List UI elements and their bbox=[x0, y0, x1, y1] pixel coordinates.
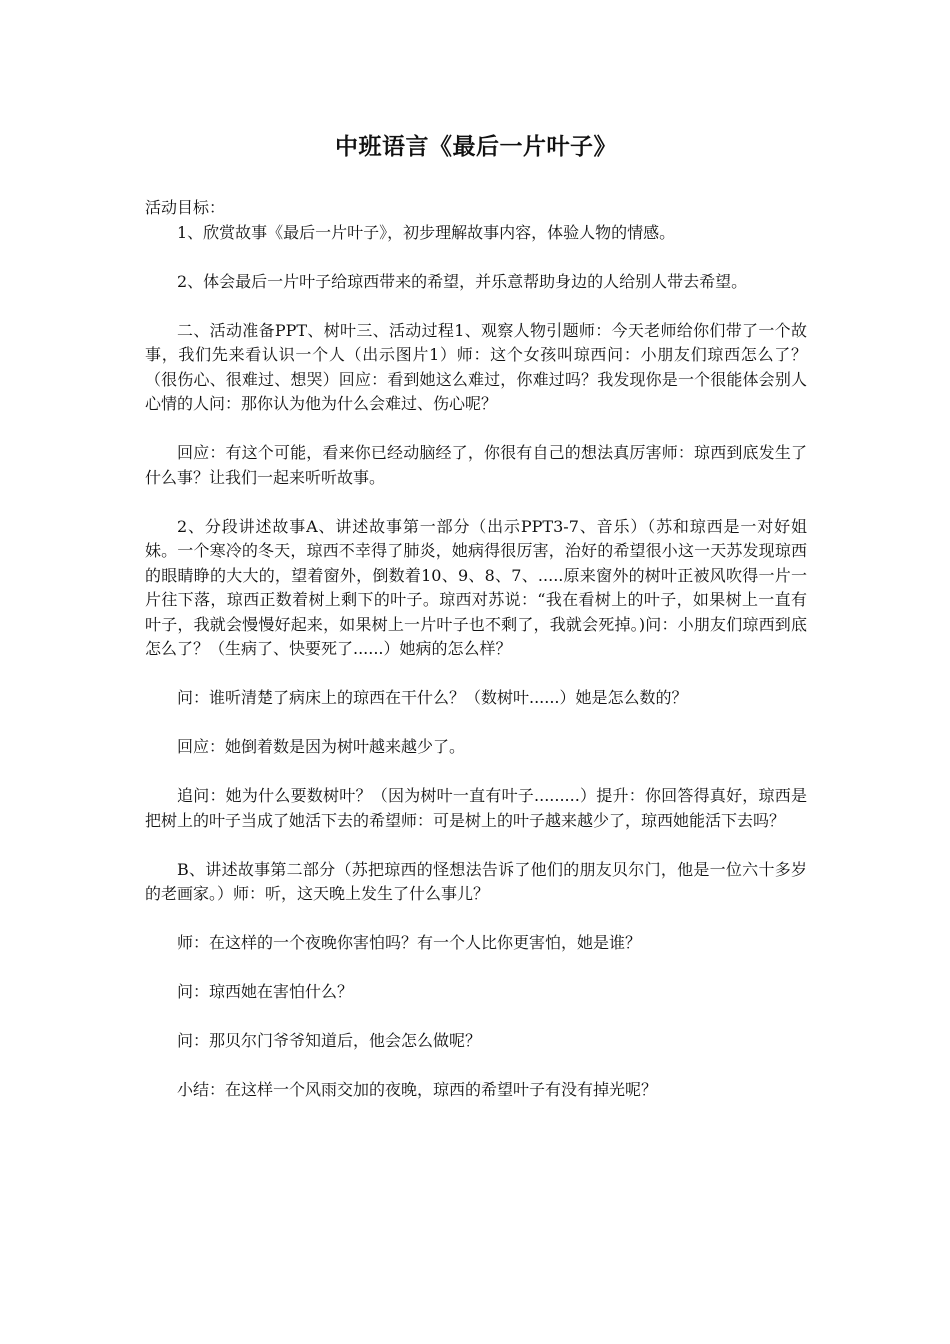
paragraph: B、讲述故事第二部分（苏把琼西的怪想法告诉了他们的朋友贝尔门，他是一位六十多岁的老画家。）师：听，这天晚上发生了什么事儿？ bbox=[145, 859, 807, 903]
paragraph: 问：那贝尔门爷爷知道后，他会怎么做呢？ bbox=[177, 1031, 482, 1050]
paragraph: 2、体会最后一片叶子给琼西带来的希望，并乐意帮助身边的人给别人带去希望。 bbox=[177, 271, 748, 291]
paragraph: 二、活动准备PPT、树叶三、活动过程1、观察人物引题师：今天老师给你们带了一个故事，我们先来看认识一个人（出示图片1）师：这个女孩叫琼西问：小朋友们琼西怎么了？（很伤心、很难过、想哭）回应：看到她这么难过，你难过吗？我发现你是一个很能体会别人心情的人问：那你认为他为什么会难过、伤心呢？ bbox=[145, 320, 807, 413]
document-page bbox=[145, 130, 807, 1127]
document-title: 中班语言《最后一片叶子》 bbox=[335, 134, 617, 160]
paragraph: 2、分段讲述故事A、讲述故事第一部分（出示PPT3-7、音乐）（苏和琼西是一对好姐妹。一个寒冷的冬天，琼西不幸得了肺炎，她病得很厉害，治好的希望很小这一天苏发现琼西的眼睛睁的大大的，望着窗外，倒数着10、9、8、7、.....原来窗外的树叶正被风吹得一片一片往下落，琼西正数着树上剩下的叶子。琼西对苏说：“我在看树上的叶子，如果树上一直有叶子，我就会慢慢好起来，如果树上一片叶子也不剩了，我就会死掉。)问：小朋友们琼西到底怎么了？（生病了、快要死了......）她病的怎么样？ bbox=[145, 516, 807, 658]
paragraph: 师：在这样的一个夜晚你害怕吗？有一个人比你更害怕，她是谁？ bbox=[177, 933, 642, 952]
paragraph: 问：谁听清楚了病床上的琼西在干什么？（数树叶......）她是怎么数的？ bbox=[177, 688, 688, 707]
paragraph: 小结：在这样一个风雨交加的夜晚，琼西的希望叶子有没有掉光呢？ bbox=[177, 1080, 658, 1099]
paragraph: 回应：有这个可能，看来你已经动脑经了，你很有自己的想法真厉害师：琼西到底发生了什么事？让我们一起来听听故事。 bbox=[145, 443, 807, 487]
paragraph: 回应：她倒着数是因为树叶越来越少了。 bbox=[177, 737, 466, 756]
paragraph: 追问：她为什么要数树叶？（因为树叶一直有叶子.........）提升：你回答得真好，琼西是把树上的叶子当成了她活下去的希望师：可是树上的叶子越来越少了，琼西她能活下去吗？ bbox=[145, 786, 807, 830]
paragraph: 问：琼西她在害怕什么？ bbox=[177, 982, 354, 1001]
paragraph: 1、欣赏故事《最后一片叶子》，初步理解故事内容，体验人物的情感。 bbox=[177, 222, 676, 242]
section-label-goals: 活动目标： bbox=[145, 198, 226, 217]
